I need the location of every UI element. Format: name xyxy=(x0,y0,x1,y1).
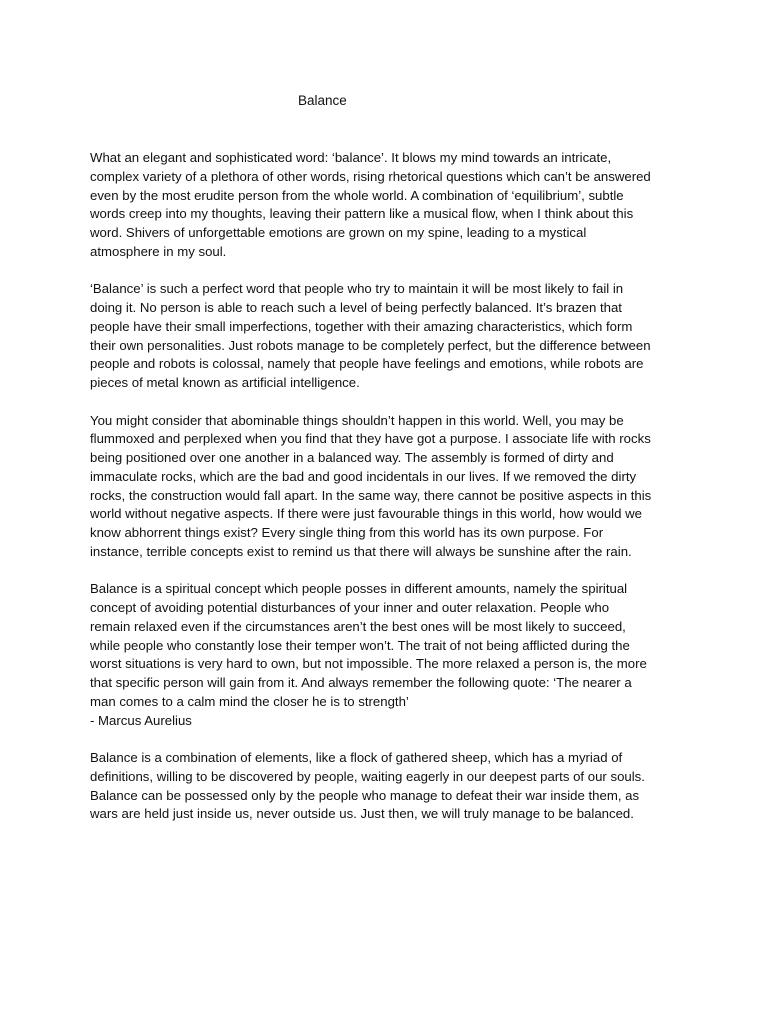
paragraph-5: Balance is a combination of elements, like a flock of gathered sheep, which has a myriad of definitions, willing to be discovered by people, waiting eagerly in our deepest parts of our souls. Balance can be possessed only by the people who manage to defeat their war inside them, as wars are held just inside us, never outside us. Just then, we will truly manage to be balanced. xyxy=(90,750,645,822)
paragraph-4: Balance is a spiritual concept which people posses in different amounts, namely the spiritual concept of avoiding potential disturbances of your inner and outer relaxation. People who remain relaxed even if the circumstances aren’t the best ones will be most likely to succeed, while people who constantly lose their temper won’t. The trait of not being afflicted during the worst situations is very hard to own, but not impossible. The more relaxed a person is, the more that specific person will gain from it. And always remember the following quote: ‘The nearer a man comes to a calm mind the closer he is to strength’ - Marcus Aurelius xyxy=(90,581,647,728)
document-body xyxy=(90,149,686,824)
paragraph-2: ‘Balance’ is such a perfect word that people who try to maintain it will be most likely to fail in doing it. No person is able to reach such a level of being perfectly balanced. It’s brazen that people have their small imperfections, together with their amazing characteristics, which form their own personalities. Just robots manage to be completely perfect, but the difference between people and robots is colossal, namely that people have feelings and emotions, while robots are pieces of metal known as artificial intelligence. xyxy=(90,281,651,390)
paragraph-1: What an elegant and sophisticated word: ‘balance’. It blows my mind towards an intricate, complex variety of a plethora of other words, rising rhetorical questions which can’t be answered even by the most erudite person from the whole world. A combination of ‘equilibrium’, subtle words creep into my thoughts, leaving their pattern like a musical flow, when I think about this word. Shivers of unforgettable emotions are grown on my spine, leading to a mystical atmosphere in my soul. xyxy=(90,150,651,259)
document-title: Balance xyxy=(298,93,347,108)
paragraph-3: You might consider that abominable things shouldn’t happen in this world. Well, you may be flummoxed and perplexed when you find that they have got a purpose. I associate life with rocks being positioned over one another in a balanced way. The assembly is formed of dirty and immaculate rocks, which are the bad and good incidentals in our lives. If we removed the dirty rocks, the construction would fall apart. In the same way, there cannot be positive aspects in this world without negative aspects. If there were just favourable things in this world, how would we know abhorrent things exist? Every single thing from this world has its own purpose. For instance, terrible concepts exist to remind us that there will always be sunshine after the rain. xyxy=(90,412,652,559)
